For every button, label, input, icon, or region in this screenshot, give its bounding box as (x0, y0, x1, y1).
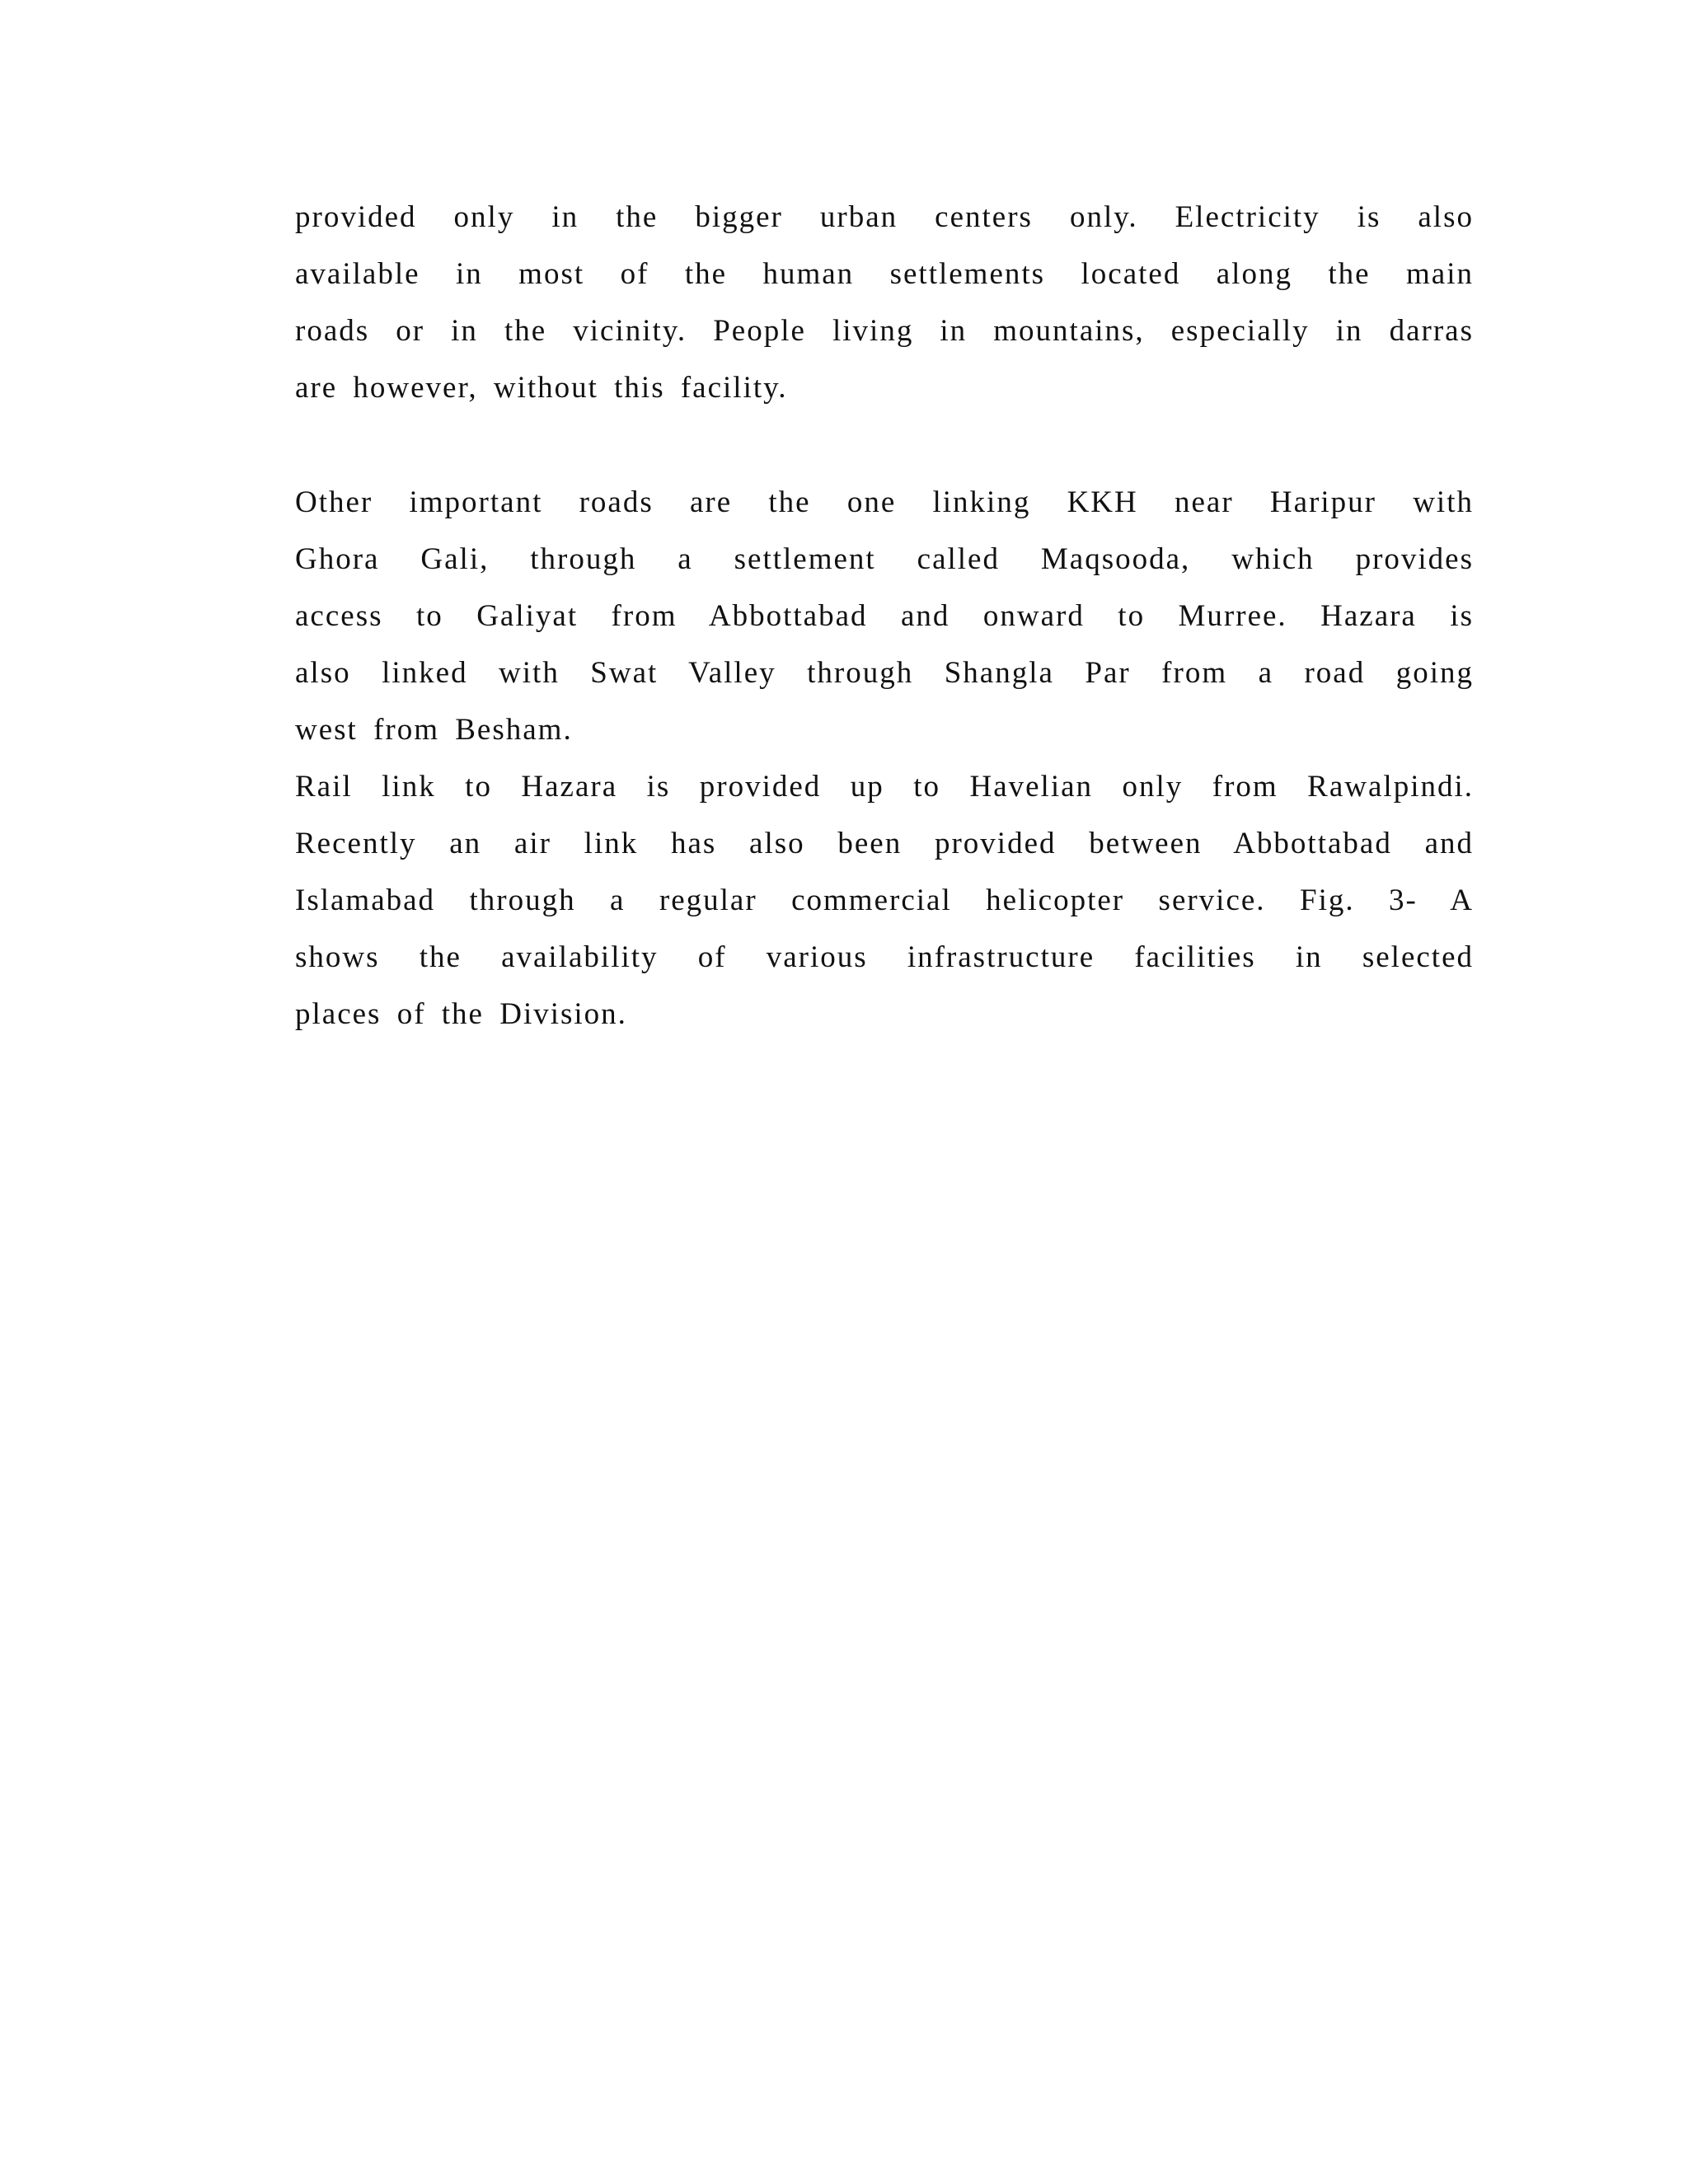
paragraph-line: Other important roads are the one linking KKH near Haripur with (295, 485, 1474, 519)
paragraph-line: Ghora Gali, through a settlement called Maqsooda, which provides (295, 542, 1474, 576)
paragraph-line: Recently an air link has also been provided between Abbottabad and (295, 827, 1474, 860)
paragraph-line: Rail link to Hazara is provided up to Havelian only from Rawalpindi. (295, 770, 1474, 804)
paragraph-line: places of the Division. (295, 997, 627, 1031)
paragraph-line: also linked with Swat Valley through Shangla Par from a road going (295, 656, 1474, 690)
paragraph-line: available in most of the human settlements located along the main (295, 257, 1474, 291)
paragraph-line: west from Besham. (295, 713, 573, 747)
paragraph-electricity (295, 189, 1474, 416)
paragraph-line: Islamabad through a regular commercial helicopter service. Fig. 3- A (295, 883, 1474, 917)
paragraph-roads (295, 474, 1474, 758)
paragraph-line: shows the availability of various infrastructure facilities in selected (295, 940, 1474, 974)
paragraph-line: access to Galiyat from Abbottabad and onward to Murree. Hazara is (295, 599, 1474, 633)
paragraph-rail-air (295, 758, 1474, 1043)
paragraph-line: are however, without this facility. (295, 371, 788, 405)
paragraph-line: provided only in the bigger urban centers only. Electricity is also (295, 200, 1474, 234)
paragraph-line: roads or in the vicinity. People living in mountains, especially in darras (295, 314, 1474, 348)
